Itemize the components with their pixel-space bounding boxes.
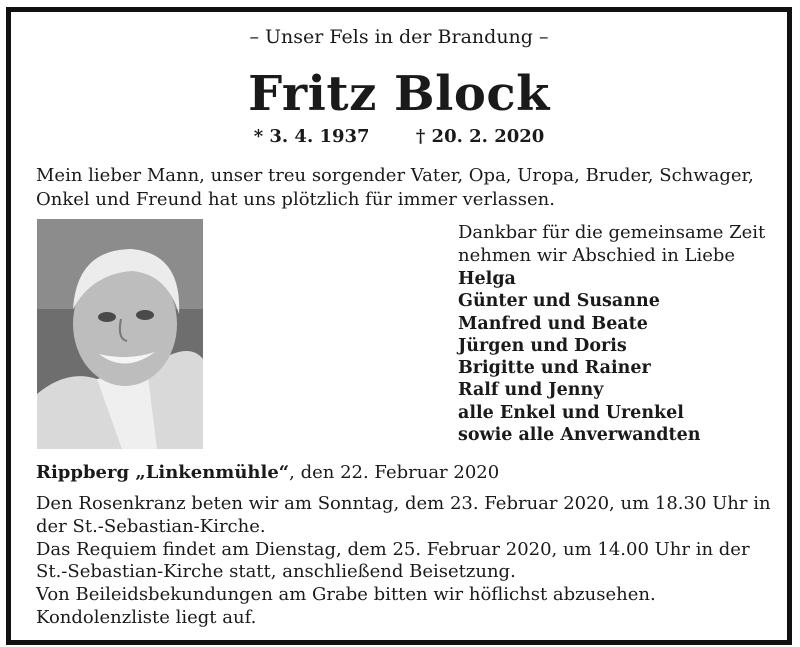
notice-date: , den 22. Februar 2020	[289, 462, 500, 483]
death-date: † 20. 2. 2020	[415, 126, 545, 147]
family-member: Brigitte und Rainer	[458, 358, 651, 379]
place-name: Rippberg „Linkenmühle“	[36, 462, 290, 483]
life-dates	[11, 126, 787, 147]
birth-date: * 3. 4. 1937	[253, 126, 370, 147]
motto: – Unser Fels in der Brandung –	[249, 26, 549, 48]
deceased-name: Fritz Block	[248, 66, 550, 122]
place-and-date	[36, 462, 499, 483]
obituary-notice	[6, 7, 792, 645]
family-member: sowie alle Anverwandten	[458, 425, 701, 446]
family-member: Helga	[458, 269, 516, 289]
service-details	[36, 493, 781, 630]
requiem-info: Das Requiem findet am Dienstag, dem 25. Februar 2020, um 14.00 Uhr in der St.-Sebastian-Kirche statt, anschließend Beisetzung.	[36, 538, 750, 583]
condolence-info: Von Beileidsbekundungen am Grabe bitten wir höflichst abzusehen.	[36, 584, 656, 606]
portrait-illustration	[37, 219, 203, 449]
family-member: Jürgen und Doris	[458, 335, 627, 356]
family-list	[458, 268, 783, 446]
family-member: alle Enkel und Urenkel	[458, 402, 684, 423]
rosary-info: Den Rosenkranz beten wir am Sonntag, dem 23. Februar 2020, um 18.30 Uhr in der St.-Sebastian-Kirche.	[36, 493, 771, 537]
portrait-photo	[37, 219, 203, 449]
intro-text: Mein lieber Mann, unser treu sorgender Vater, Opa, Uropa, Bruder, Schwager, Onkel und Freund hat uns plötzlich für immer verlassen.	[36, 165, 754, 210]
family-member: Ralf und Jenny	[458, 380, 604, 401]
family-member: Günter und Susanne	[458, 291, 660, 312]
family-member: Manfred und Beate	[458, 313, 648, 334]
thanks-text: Dankbar für die gemeinsame Zeit nehmen wir Abschied in Liebe	[458, 222, 766, 266]
condolence-list-info: Kondolenzliste liegt auf.	[36, 606, 257, 628]
